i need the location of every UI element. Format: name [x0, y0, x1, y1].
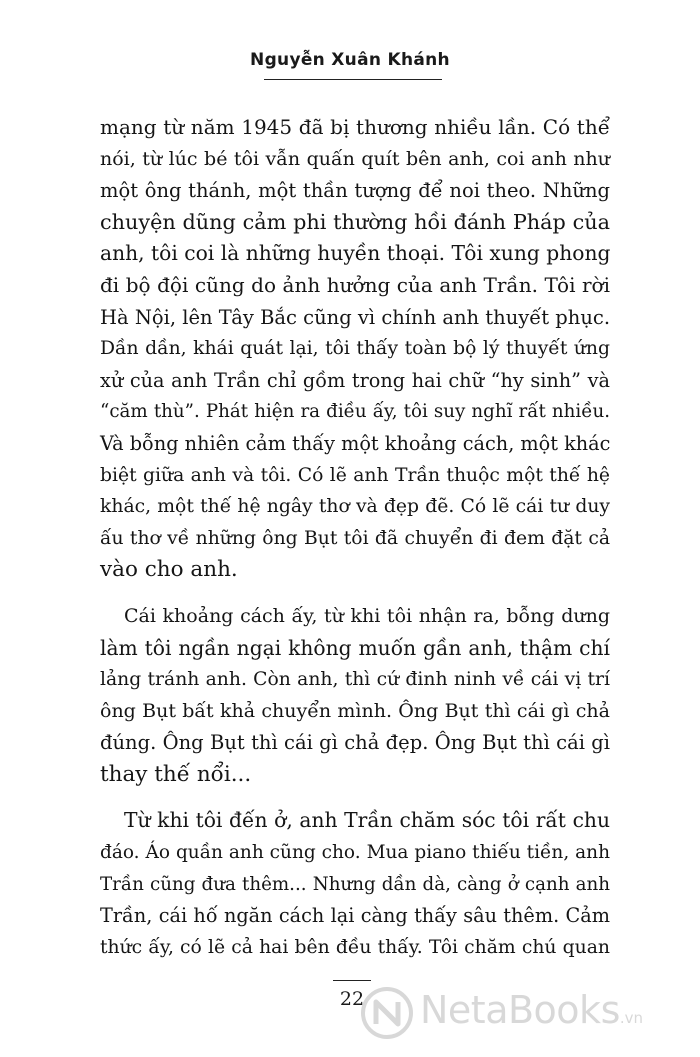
- text-line: nói, từ lúc bé tôi vẫn quấn quít bên anh, coi anh như: [100, 147, 610, 170]
- text-line: Và bỗng nhiên cảm thấy một khoảng cách, một khác: [100, 431, 611, 455]
- watermark-text: [420, 988, 643, 1032]
- text-line: thay thế nổi...: [100, 761, 252, 787]
- text-line: một ông thánh, một thần tượng để noi theo. Những: [100, 179, 610, 203]
- text-line: làm tôi ngần ngại không muốn gần anh, thậm chí: [100, 635, 610, 660]
- text-line: Từ khi tôi đến ở, anh Trần chăm sóc tôi rất chu: [124, 808, 610, 833]
- paragraph: [100, 805, 610, 963]
- text-line: Hà Nội, lên Tây Bắc cũng vì chính anh thuyết phục.: [100, 305, 611, 329]
- page-number: 22: [339, 988, 365, 1010]
- text-line: Cái khoảng cách ấy, từ khi tôi nhận ra, bỗng dưng: [124, 604, 610, 627]
- text-line: thức ấy, có lẽ cả hai bên đều thấy. Tôi chăm chú quan: [100, 936, 610, 958]
- text-line: lảng tránh anh. Còn anh, thì cứ đinh ninh về cái vị trí: [100, 669, 610, 691]
- paragraph: [100, 112, 610, 586]
- text-line: xử của anh Trần chỉ gồm trong hai chữ “hy sinh” và: [100, 368, 610, 392]
- text-line: Trần, cái hố ngăn cách lại càng thấy sâu thêm. Cảm: [100, 904, 610, 928]
- running-header-author: Nguyễn Xuân Khánh: [250, 50, 450, 70]
- watermark-brand: NetaBooks: [420, 988, 620, 1032]
- text-line: ông Bụt bất khả chuyển mình. Ông Bụt thì cái gì chả: [100, 699, 610, 722]
- text-line: ấu thơ về những ông Bụt tôi đã chuyển đi đem đặt cả: [100, 527, 610, 549]
- body-text: [100, 112, 610, 963]
- text-line: đáo. Áo quần anh cũng cho. Mua piano thiếu tiền, anh: [100, 842, 610, 864]
- text-line: đi bộ đội cũng do ảnh hưởng của anh Trần. Tôi rời: [100, 272, 610, 297]
- text-line: vào cho anh.: [100, 557, 238, 583]
- text-line: biệt giữa anh và tôi. Có lẽ anh Trần thuộc một thế hệ: [100, 464, 610, 486]
- text-line: “căm thù”. Phát hiện ra điều ấy, tôi suy nghĩ rất nhiều.: [100, 401, 610, 423]
- watermark: [360, 982, 690, 1042]
- text-line: anh, tôi coi là những huyền thoại. Tôi xung phong: [100, 241, 611, 266]
- text-line: khác, một thế hệ ngây thơ và đẹp đẽ. Có lẽ cái tư duy: [100, 496, 610, 518]
- paragraph: [100, 601, 610, 791]
- text-line: Dần dần, khái quát lại, tôi thấy toàn bộ lý thuyết ứng: [100, 338, 610, 360]
- netabooks-logo-icon: [360, 986, 414, 1040]
- paragraph-gap: [100, 790, 610, 805]
- header-rule: [264, 79, 442, 80]
- text-line: Trần cũng đưa thêm... Nhưng dần dà, càng ở cạnh anh: [100, 873, 610, 895]
- text-line: chuyện dũng cảm phi thường hồi đánh Pháp của: [100, 209, 610, 234]
- paragraph-gap: [100, 586, 610, 601]
- page-number-rule: [333, 980, 371, 981]
- watermark-suffix: .vn: [619, 1009, 644, 1027]
- text-line: mạng từ năm 1945 đã bị thương nhiều lần. Có thể: [100, 115, 610, 139]
- text-line: đúng. Ông Bụt thì cái gì chả đẹp. Ông Bụt thì cái gì: [100, 731, 610, 755]
